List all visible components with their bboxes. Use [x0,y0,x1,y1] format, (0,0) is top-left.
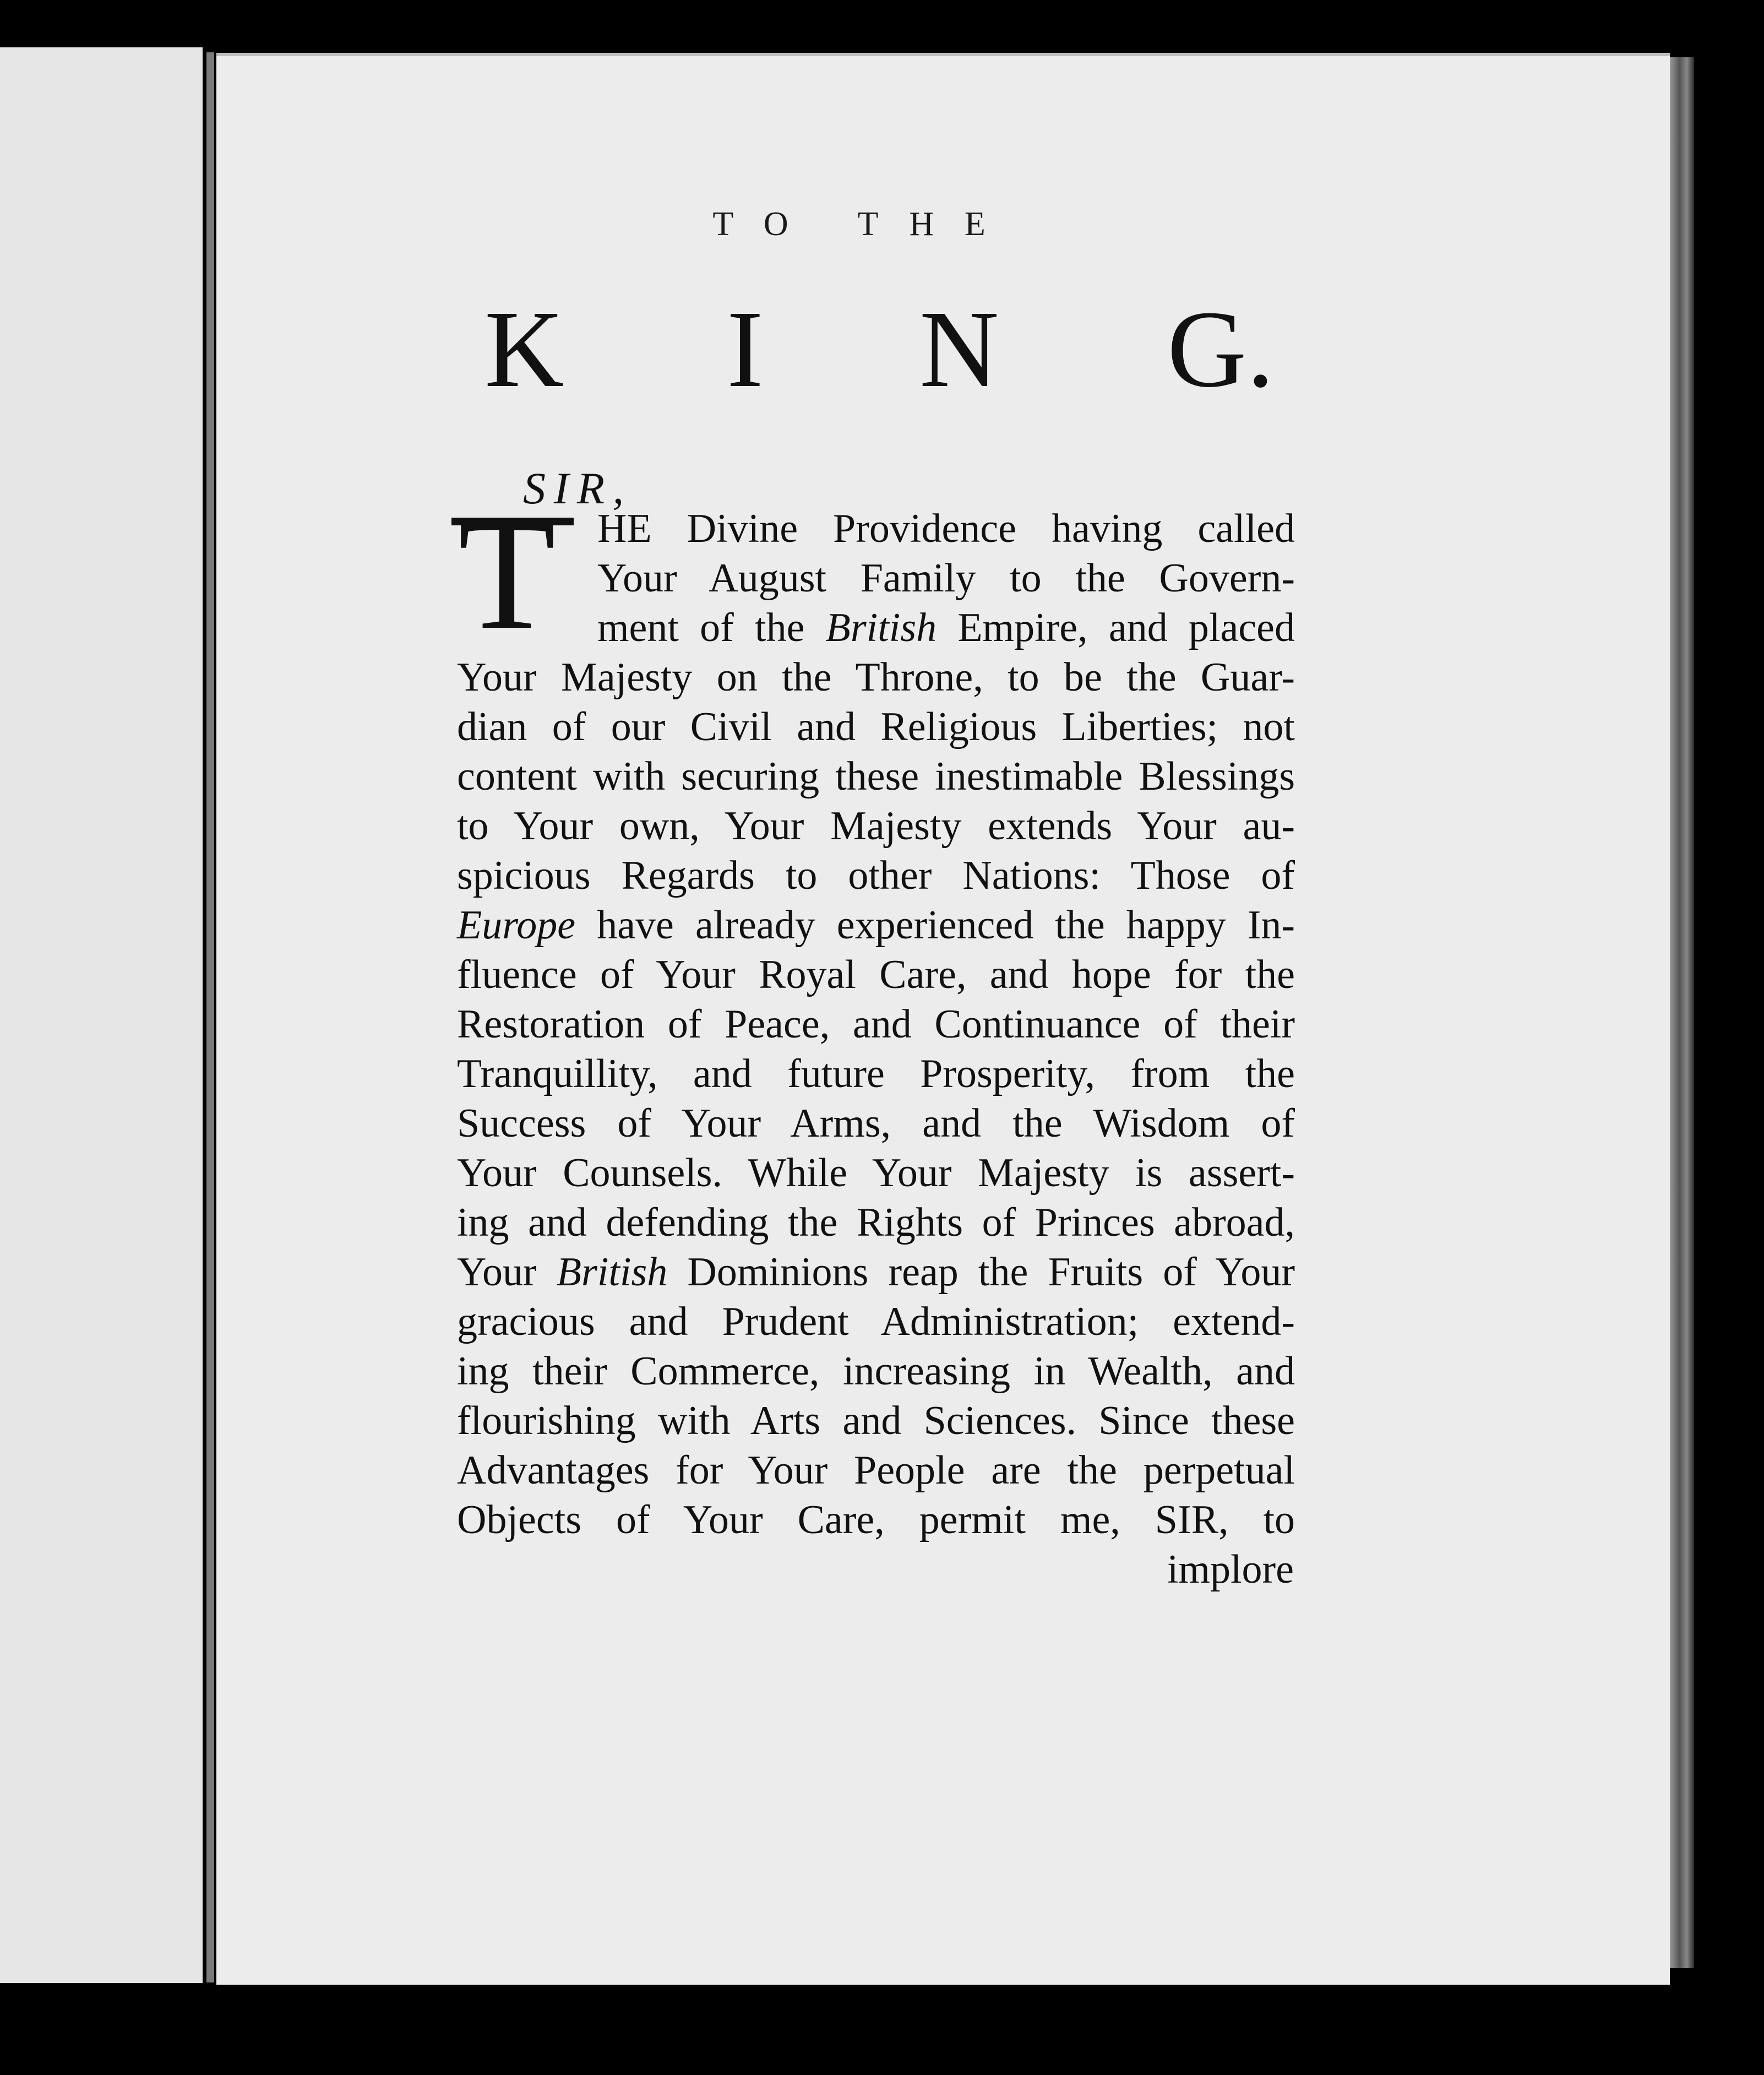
text-line: Objects of Your Care, permit me, SIR, to [457,1497,1295,1542]
text-line: flourishing with Arts and Sciences. Since these [457,1398,1295,1443]
text-line: dian of our Civil and Religious Liberties; not [457,704,1295,749]
heading-king-letter: G. [1167,289,1275,410]
text-line: Your Counsels. While Your Majesty is assert- [457,1150,1295,1196]
binding-gutter [206,52,214,1982]
text-line: Success of Your Arms, and the Wisdom of [457,1101,1295,1146]
text-line: gracious and Prudent Administration; extend- [457,1299,1295,1344]
page-fore-edge [1670,57,1694,1968]
salutation: SIR, [523,463,632,513]
text-line: ment of the British Empire, and placed [597,605,1295,650]
text-line: Restoration of Peace, and Continuance of their [457,1002,1295,1047]
text-line: Your August Family to the Govern- [597,556,1295,601]
text-line: HE Divine Providence having called [597,506,1295,551]
drop-cap: T [458,486,556,662]
text-line: ing and defending the Rights of Princes abroad, [457,1200,1295,1245]
heading-king [479,289,1288,410]
heading-king-letter: N [919,289,999,410]
heading-king-letter: K [484,289,564,410]
italic-text: British [825,605,937,650]
text-line: ing their Commerce, increasing in Wealth, and [457,1349,1295,1394]
text-line: Your Majesty on the Throne, to be the Guar- [457,655,1295,700]
facing-page-left [0,47,203,1983]
text-line: spicious Regards to other Nations: Those of [457,853,1295,898]
text-line: content with securing these inestimable Blessings [457,754,1295,799]
text-line: Advantages for Your People are the perpetual [457,1448,1295,1493]
italic-text: British [556,1250,668,1295]
text-line: Tranquillity, and future Prosperity, from the [457,1051,1295,1096]
heading-king-letter: I [727,289,764,410]
text-line: fluence of Your Royal Care, and hope for the [457,952,1295,997]
italic-text: Europe [457,903,576,948]
text-line: to Your own, Your Majesty extends Your au- [457,803,1295,849]
heading-to-the: TO THE [712,205,1016,243]
text-line: Your British Dominions reap the Fruits of Your [457,1250,1295,1295]
text-line: Europe have already experienced the happy In- [457,903,1295,948]
page-top-edge [216,53,1670,56]
catchword: implore [1167,1547,1294,1592]
